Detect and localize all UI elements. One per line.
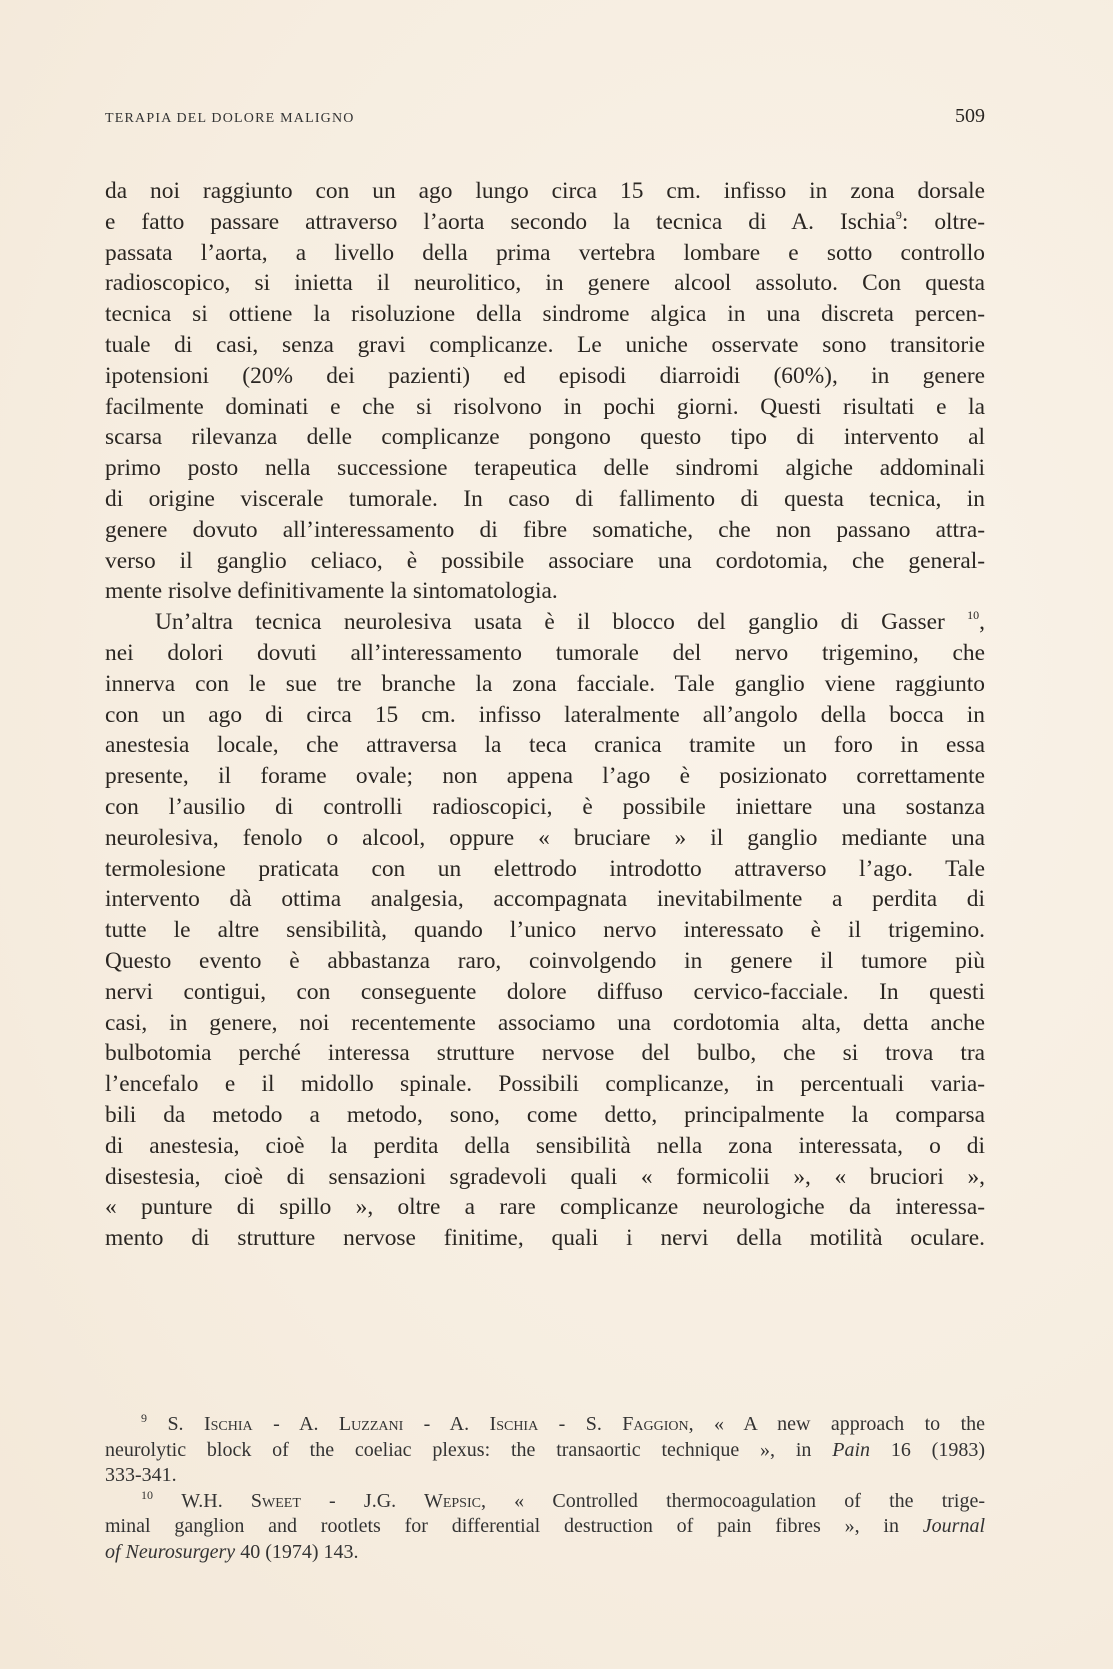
running-head bbox=[105, 105, 985, 127]
footnote-title: « A new approach to the bbox=[714, 1413, 986, 1435]
footnote-line bbox=[105, 1514, 985, 1540]
text-line: bulbotomia perché interessa strutture nervose del bulbo, che si trova tra bbox=[105, 1040, 985, 1067]
text-line: tuale di casi, senza gravi complicanze. Le uniche osservate sono transitorie bbox=[105, 331, 985, 358]
footnote-line bbox=[105, 1489, 985, 1515]
footnote-ref-9[interactable]: 9 bbox=[895, 207, 902, 222]
text-line: disestesia, cioè di sensazioni sgradevoli quali « formicolii », « bruciori », bbox=[105, 1163, 985, 1190]
text-line: facilmente dominati e che si risolvono in pochi giorni. Questi risultati e la bbox=[105, 393, 985, 420]
text-line: con l’ausilio di controlli radioscopici, è possibile iniettare una sostanza bbox=[105, 793, 985, 820]
footnote-line bbox=[105, 1540, 985, 1566]
text-line: l’encefalo e il midollo spinale. Possibili complicanze, in percentuali varia- bbox=[105, 1071, 985, 1098]
text-line: mento di strutture nervose finitime, quali i nervi della motilità oculare. bbox=[105, 1225, 985, 1252]
text-line: nervi contigui, con conseguente dolore diffuso cervico-facciale. In questi bbox=[105, 978, 985, 1005]
text-line: primo posto nella successione terapeutica delle sindromi algiche addominali bbox=[105, 455, 985, 482]
footnote-authors: S. Ischia - A. Luzzani - A. Ischia - S. Faggion, bbox=[167, 1413, 694, 1435]
footnote-number: 10 bbox=[141, 1487, 153, 1502]
text-line: di anestesia, cioè la perdita della sensibilità nella zona interessata, o di bbox=[105, 1132, 985, 1159]
text-line-segment: , bbox=[979, 609, 985, 636]
text-line: genere dovuto all’interessamento di fibre somatiche, che non passano attra- bbox=[105, 516, 985, 543]
text-line: tutte le altre sensibilità, quando l’unico nervo interessato è il trigemino. bbox=[105, 917, 985, 944]
footnote-line bbox=[105, 1412, 985, 1438]
footnote-title: neurolytic block of the coeliac plexus: the transaortic technique », in bbox=[105, 1438, 812, 1461]
text-line: passata l’aorta, a livello della prima vertebra lombare e sotto controllo bbox=[105, 239, 985, 266]
text-line: ipotensioni (20% dei pazienti) ed episodi diarroidi (60%), in genere bbox=[105, 362, 985, 389]
text-line: bili da metodo a metodo, sono, come detto, principalmente la comparsa bbox=[105, 1101, 985, 1128]
text-line: scarsa rilevanza delle complicanze pongono questo tipo di intervento al bbox=[105, 424, 985, 451]
footnote-title: minal ganglion and rootlets for differential destruction of pain fibres », in bbox=[105, 1515, 899, 1537]
footnotes bbox=[105, 1412, 985, 1565]
footnote-journal: Journal bbox=[922, 1515, 985, 1537]
text-line: da noi raggiunto con un ago lungo circa 15 cm. infisso in zona dorsale bbox=[105, 178, 985, 204]
text-line bbox=[105, 207, 985, 238]
running-title: TERAPIA DEL DOLORE MALIGNO bbox=[105, 111, 355, 126]
footnote-journal: of Neurosurgery bbox=[105, 1540, 236, 1563]
text-line: casi, in genere, noi recentemente associamo una cordotomia alta, detta anche bbox=[105, 1009, 985, 1036]
page-number: 509 bbox=[955, 105, 985, 127]
text-line: Questo evento è abbastanza raro, coinvolgendo in genere il tumore più bbox=[105, 947, 985, 974]
text-line: verso il ganglio celiaco, è possibile associare una cordotomia, che general- bbox=[105, 547, 985, 574]
text-line-segment: Un’altra tecnica neurolesiva usata è il blocco del ganglio di Gasser bbox=[155, 609, 945, 636]
text-line: « punture di spillo », oltre a rare complicanze neurologiche da interessa- bbox=[105, 1194, 985, 1221]
footnote-title: « Controlled thermocoagulation of the trige- bbox=[514, 1489, 986, 1512]
text-line bbox=[105, 607, 985, 638]
text-line: con un ago di circa 15 cm. infisso lateralmente all’angolo della bocca in bbox=[105, 701, 985, 728]
footnote-line: 333-341. bbox=[105, 1464, 177, 1486]
footnote-10 bbox=[105, 1489, 985, 1566]
footnote-9 bbox=[105, 1412, 985, 1489]
text-line: di origine viscerale tumorale. In caso di fallimento di questa tecnica, in bbox=[105, 485, 985, 512]
text-line: tecnica si ottiene la risoluzione della sindrome algica in una discreta percen- bbox=[105, 301, 985, 328]
footnote-line bbox=[105, 1438, 985, 1464]
footnote-citation: 40 (1974) 143. bbox=[240, 1540, 359, 1563]
text-line: presente, il forame ovale; non appena l’ago è posizionato correttamente bbox=[105, 763, 985, 790]
footnote-number: 9 bbox=[141, 1411, 147, 1425]
text-line-segment: : oltre- bbox=[901, 208, 985, 235]
text-line: mente risolve definitivamente la sintomatologia. bbox=[105, 578, 558, 605]
footnote-ref-10[interactable]: 10 bbox=[967, 608, 980, 623]
footnote-journal: Pain bbox=[832, 1438, 871, 1461]
text-line: anestesia locale, che attraversa la teca cranica tramite un foro in essa bbox=[105, 732, 985, 759]
footnote-authors: W.H. Sweet - J.G. Wepsic, bbox=[181, 1489, 486, 1512]
text-line: radioscopico, si inietta il neurolitico, in genere alcool assoluto. Con questa bbox=[105, 270, 985, 297]
text-line: termolesione praticata con un elettrodo introdotto attraverso l’ago. Tale bbox=[105, 855, 985, 882]
text-line: neurolesiva, fenolo o alcool, oppure « bruciare » il ganglio mediante una bbox=[105, 824, 985, 851]
text-line: nei dolori dovuti all’interessamento tumorale del nervo trigemino, che bbox=[105, 639, 985, 666]
text-line: intervento dà ottima analgesia, accompagnata inevitabilmente a perdita di bbox=[105, 886, 985, 913]
footnote-citation: 16 (1983) bbox=[890, 1438, 985, 1461]
text-line: innerva con le sue tre branche la zona facciale. Tale ganglio viene raggiunto bbox=[105, 670, 985, 697]
text-line-segment: e fatto passare attraverso l’aorta secondo la tecnica di A. Ischia bbox=[105, 208, 896, 235]
body-text bbox=[105, 176, 985, 1254]
